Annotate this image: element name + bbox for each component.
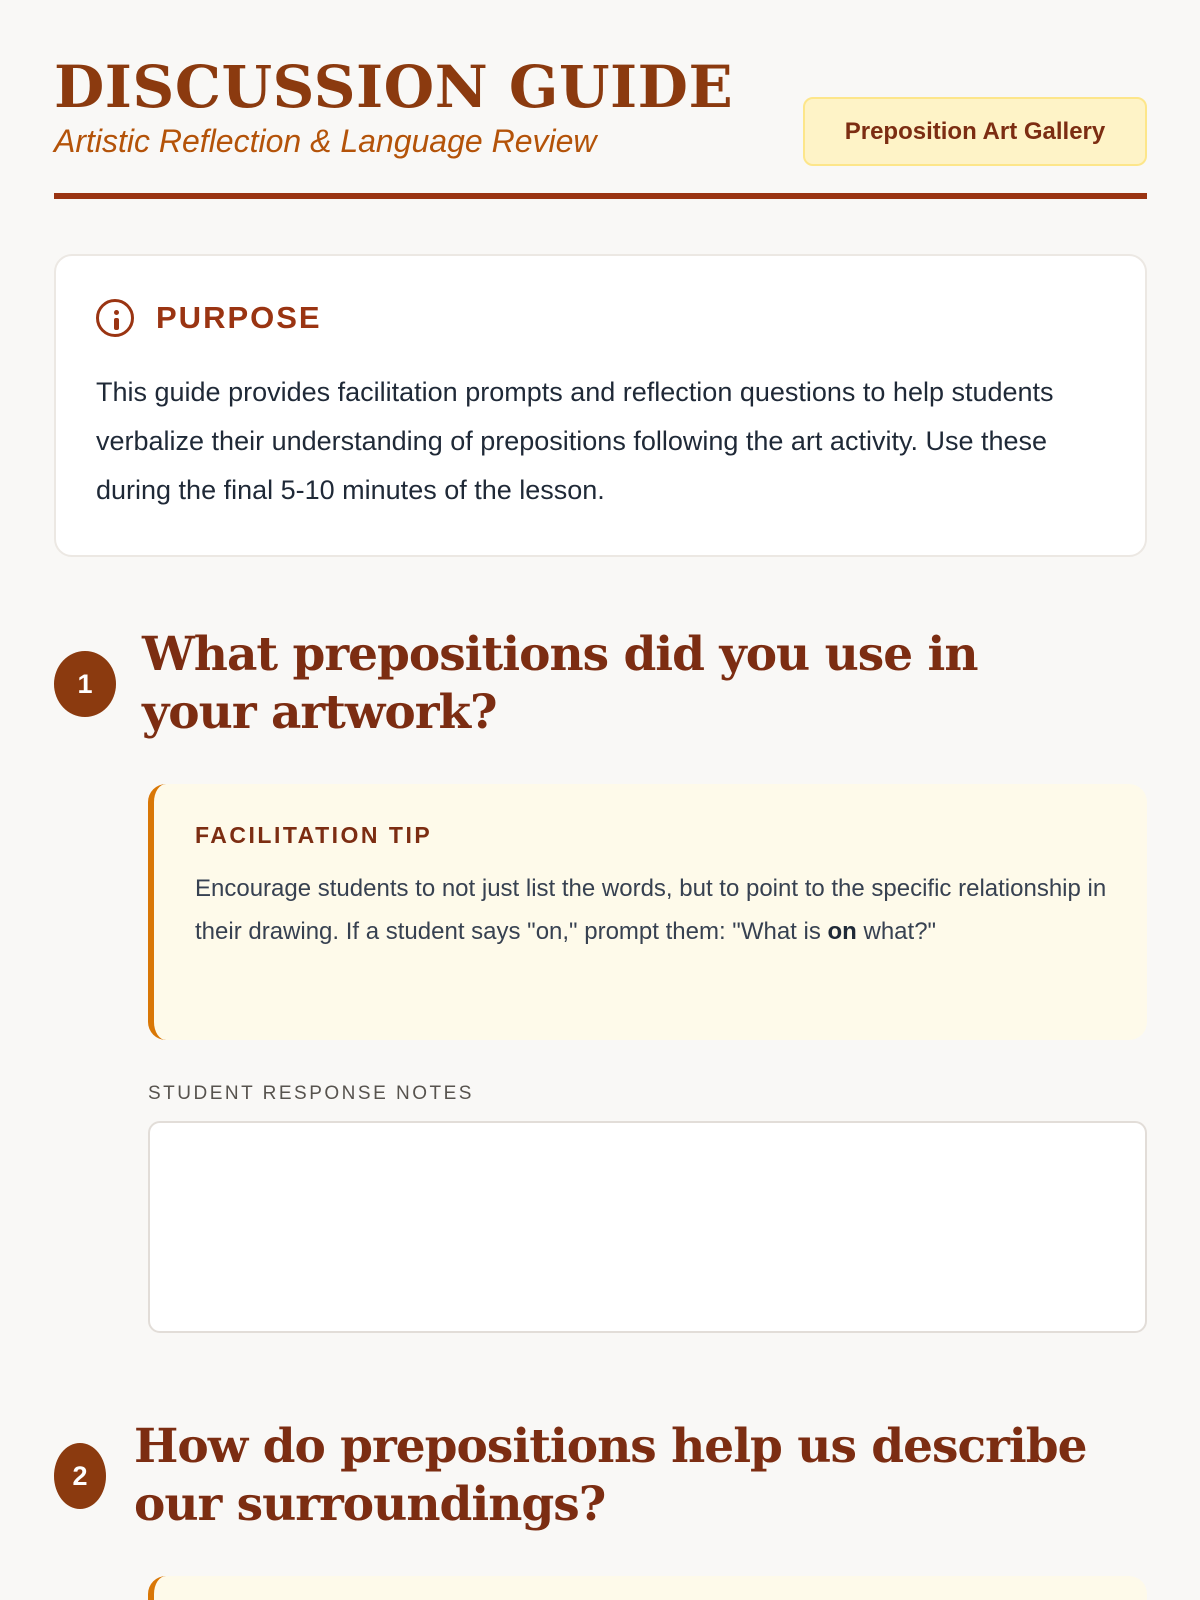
tip-text-part: Encourage students to not just list the words, but to point to the specific relationship in their drawing. If a student says "on," prompt them: "What is [195,875,1107,945]
purpose-card [54,254,1147,557]
tip-emphasis: on [827,918,857,945]
discussion-guide-page [54,0,1147,1532]
facilitation-tip-card [148,784,1147,1040]
question-2-title: How do prepositions help us describe our surroundings? [134,1419,1087,1532]
facilitation-tip-card [148,1576,1147,1600]
notes-label: STUDENT RESPONSE NOTES [148,1083,474,1104]
gallery-badge: Preposition Art Gallery [803,97,1147,166]
purpose-text: This guide provides facilitation prompts and reflection questions to help students verbalize their understanding of prepositions following the art activity. Use these during the final 5-10 minutes of the lesson. [96,377,1054,505]
page-subtitle: Artistic Reflection & Language Review [54,123,597,159]
guide-header [54,0,1147,199]
tip-text [195,867,1107,953]
question-1-heading [54,626,1102,742]
tip-text-part: what?" [856,918,937,945]
tip-label: FACILITATION TIP [195,822,433,848]
header-divider [54,193,1147,199]
student-response-notes-field[interactable] [148,1121,1147,1333]
question-number-badge: 1 [54,651,116,717]
question-number-badge: 2 [54,1443,106,1509]
purpose-heading [96,300,1105,336]
question-1-title: What prepositions did you use in your artwork? [142,627,978,740]
info-icon [96,299,134,337]
purpose-title: PURPOSE [156,300,322,335]
page-title: DISCUSSION GUIDE [54,53,734,121]
question-2-heading [54,1418,1114,1534]
